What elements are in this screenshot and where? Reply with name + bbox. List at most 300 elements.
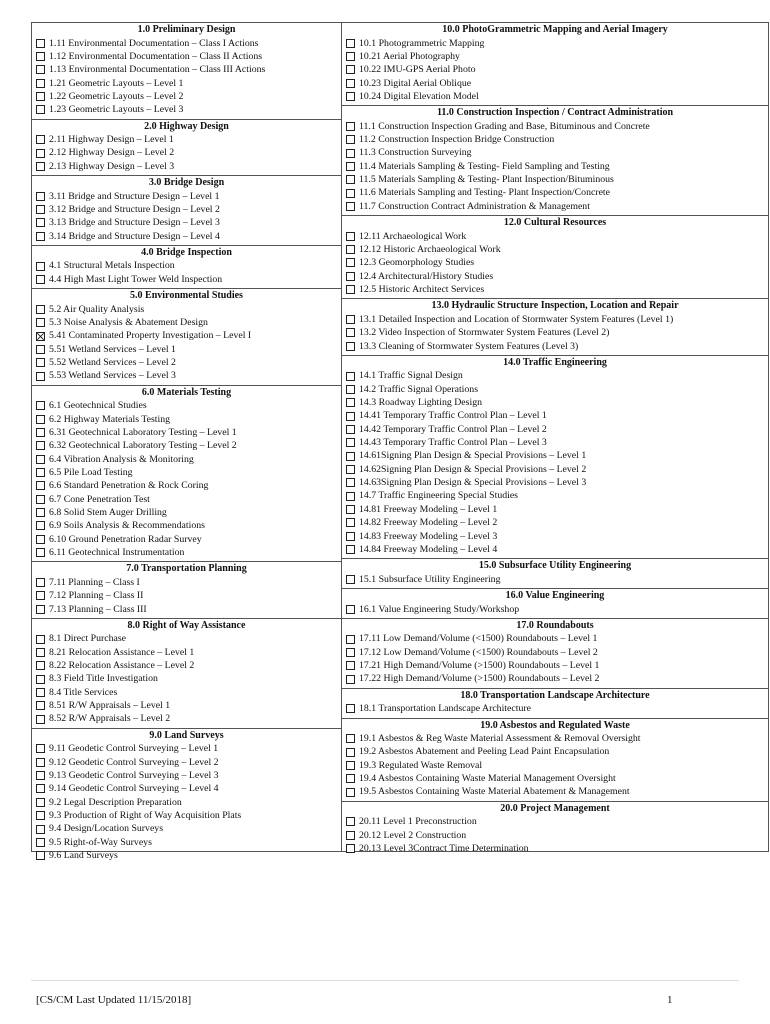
section-7-0 [32, 562, 341, 619]
checkbox[interactable] [36, 162, 45, 171]
checklist-item[interactable] [342, 146, 768, 159]
checkbox[interactable] [346, 532, 355, 541]
checkbox[interactable] [36, 701, 45, 710]
checklist-item[interactable] [342, 489, 768, 502]
checklist-item[interactable] [32, 519, 341, 532]
checklist-item[interactable] [342, 543, 768, 556]
checkbox[interactable] [346, 748, 355, 757]
checklist-item[interactable] [342, 63, 768, 76]
checkbox[interactable] [346, 398, 355, 407]
checklist-item[interactable] [32, 230, 341, 243]
checklist-item[interactable] [32, 329, 341, 342]
checkbox[interactable] [36, 591, 45, 600]
checklist-item[interactable] [32, 493, 341, 506]
item-label: 9.4 Design/Location Surveys [49, 823, 164, 835]
section-title: 13.0 Hydraulic Structure Inspection, Location and Repair [431, 300, 679, 312]
checkbox[interactable] [36, 675, 45, 684]
checkbox[interactable] [36, 428, 45, 437]
checkbox[interactable] [346, 648, 355, 657]
item-label: 14.83 Freeway Modeling – Level 3 [359, 530, 498, 542]
checklist-item[interactable] [32, 809, 341, 822]
item-label: 20.11 Level 1 Preconstruction [359, 816, 477, 828]
checked-checkbox[interactable] [36, 332, 45, 341]
checklist-item[interactable] [32, 589, 341, 602]
checkbox[interactable] [36, 105, 45, 114]
item-label: 8.4 Title Services [49, 686, 118, 698]
checkbox[interactable] [36, 578, 45, 587]
checkbox[interactable] [346, 328, 355, 337]
item-label: 5.53 Wetland Services – Level 3 [49, 370, 176, 382]
checklist-item[interactable] [342, 243, 768, 256]
checklist-item[interactable] [32, 399, 341, 412]
item-label: 14.63Signing Plan Design & Special Provisions – Level 3 [359, 477, 587, 489]
checklist-item[interactable] [32, 742, 341, 755]
checkbox[interactable] [346, 545, 355, 554]
checklist-item[interactable] [32, 190, 341, 203]
checklist-item[interactable] [32, 216, 341, 229]
checklist-item[interactable] [32, 782, 341, 795]
section-title: 20.0 Project Management [500, 802, 610, 814]
section-title: 3.0 Bridge Design [148, 177, 225, 189]
checkbox[interactable] [36, 305, 45, 314]
checkbox[interactable] [36, 838, 45, 847]
item-label: 14.2 Traffic Signal Operations [359, 383, 479, 395]
checklist-item[interactable] [32, 316, 341, 329]
item-label: 10.22 IMU-GPS Aerial Photo [359, 64, 476, 76]
section-title: 6.0 Materials Testing [141, 386, 232, 398]
checkbox[interactable] [36, 784, 45, 793]
item-label: 1.23 Geometric Layouts – Level 3 [49, 104, 184, 116]
item-label: 6.10 Ground Penetration Radar Survey [49, 533, 202, 545]
checklist-item[interactable] [32, 769, 341, 782]
checkbox[interactable] [346, 65, 355, 74]
checkbox[interactable] [36, 661, 45, 670]
checklist-item[interactable] [342, 340, 768, 353]
checkbox[interactable] [346, 412, 355, 421]
checklist-item[interactable] [32, 479, 341, 492]
item-label: 14.41 Temporary Traffic Control Plan – Level 1 [359, 410, 547, 422]
checklist-item[interactable] [32, 203, 341, 216]
item-label: 18.1 Transportation Landscape Architecture [359, 703, 531, 715]
checkbox[interactable] [36, 92, 45, 101]
section-title: 8.0 Right of Way Assistance [127, 619, 246, 631]
checkbox[interactable] [346, 844, 355, 853]
checkbox[interactable] [36, 605, 45, 614]
checkbox[interactable] [346, 202, 355, 211]
checkbox[interactable] [346, 258, 355, 267]
checkbox[interactable] [346, 661, 355, 670]
item-label: 9.5 Right-of-Way Surveys [49, 836, 152, 848]
checkbox[interactable] [346, 79, 355, 88]
checkbox[interactable] [346, 232, 355, 241]
checklist-item[interactable] [32, 356, 341, 369]
checklist-item[interactable] [342, 160, 768, 173]
item-label: 10.23 Digital Aerial Oblique [359, 77, 472, 89]
checkbox[interactable] [36, 825, 45, 834]
checkbox[interactable] [36, 455, 45, 464]
checkbox[interactable] [36, 318, 45, 327]
checkbox[interactable] [36, 372, 45, 381]
item-label: 8.21 Relocation Assistance – Level 1 [49, 646, 195, 658]
checkbox[interactable] [346, 831, 355, 840]
checkbox[interactable] [36, 401, 45, 410]
checklist-item[interactable] [32, 77, 341, 90]
checkbox[interactable] [346, 245, 355, 254]
item-label: 15.1 Subsurface Utility Engineering [359, 573, 501, 585]
checklist-item[interactable] [342, 516, 768, 529]
item-label: 6.32 Geotechnical Laboratory Testing – Level 2 [49, 440, 237, 452]
checklist-item[interactable] [32, 672, 341, 685]
checklist-item[interactable] [342, 436, 768, 449]
checkbox[interactable] [36, 345, 45, 354]
item-label: 19.1 Asbestos & Reg Waste Material Assessment & Removal Oversight [359, 733, 641, 745]
section-title: 12.0 Cultural Resources [503, 217, 607, 229]
checkbox[interactable] [346, 385, 355, 394]
checklist-item[interactable] [342, 313, 768, 326]
prequalification-table [31, 22, 769, 862]
checkbox[interactable] [36, 744, 45, 753]
checklist-item[interactable] [32, 533, 341, 546]
checkbox[interactable] [36, 441, 45, 450]
checkbox[interactable] [36, 635, 45, 644]
section-title: 7.0 Transportation Planning [126, 563, 247, 575]
checkbox[interactable] [36, 415, 45, 424]
checkbox[interactable] [36, 851, 45, 860]
checklist-item[interactable] [342, 646, 768, 659]
checkbox[interactable] [36, 192, 45, 201]
footer-divider [31, 980, 739, 981]
item-label: 14.81 Freeway Modeling – Level 1 [359, 503, 498, 515]
item-label: 17.22 High Demand/Volume (>1500) Roundabouts – Level 2 [359, 673, 600, 685]
checkbox[interactable] [346, 575, 355, 584]
item-label: 4.1 Structural Metals Inspection [49, 260, 175, 272]
item-label: 9.14 Geodetic Control Surveying – Level 4 [49, 783, 219, 795]
section-1-0 [32, 23, 341, 120]
checkbox[interactable] [346, 52, 355, 61]
section-title: 1.0 Preliminary Design [137, 24, 236, 35]
checklist-item[interactable] [342, 672, 768, 685]
checklist-item[interactable] [342, 369, 768, 382]
checklist-item[interactable] [342, 283, 768, 296]
item-label: 4.4 High Mast Light Tower Weld Inspection [49, 273, 223, 285]
checklist-item[interactable] [32, 426, 341, 439]
checklist-item[interactable] [32, 90, 341, 103]
item-label: 14.43 Temporary Traffic Control Plan – Level 3 [359, 437, 547, 449]
checkbox[interactable] [346, 675, 355, 684]
checklist-item[interactable] [32, 646, 341, 659]
checkbox[interactable] [346, 189, 355, 198]
item-label: 11.5 Materials Sampling & Testing- Plant Inspection/Bituminous [359, 174, 614, 186]
checklist-item[interactable] [32, 103, 341, 116]
checkbox[interactable] [346, 315, 355, 324]
item-label: 9.12 Geodetic Control Surveying – Level 2 [49, 756, 219, 768]
item-label: 2.13 Highway Design – Level 3 [49, 160, 175, 172]
checklist-item[interactable] [32, 369, 341, 382]
checkbox[interactable] [36, 218, 45, 227]
checkbox[interactable] [346, 774, 355, 783]
checklist-item[interactable] [342, 815, 768, 828]
section-17-0 [342, 619, 768, 689]
section-5-0 [32, 289, 341, 386]
checklist-item[interactable] [342, 449, 768, 462]
checklist-item[interactable] [32, 659, 341, 672]
section-title: 17.0 Roundabouts [516, 619, 594, 631]
checklist-item[interactable] [32, 50, 341, 63]
item-label: 2.11 Highway Design – Level 1 [49, 134, 174, 146]
checkbox[interactable] [36, 481, 45, 490]
item-label: 14.1 Traffic Signal Design [359, 370, 463, 382]
item-label: 20.13 Level 3Contract Time Determination [359, 843, 529, 854]
checklist-item[interactable] [32, 439, 341, 452]
checklist-item[interactable] [32, 413, 341, 426]
checkbox[interactable] [346, 372, 355, 381]
checkbox[interactable] [36, 648, 45, 657]
checkbox[interactable] [36, 495, 45, 504]
checkbox[interactable] [346, 162, 355, 171]
checklist-item[interactable] [32, 453, 341, 466]
checkbox[interactable] [346, 465, 355, 474]
checklist-item[interactable] [342, 476, 768, 489]
section-title: 11.0 Construction Inspection / Contract Administration [436, 107, 674, 119]
item-label: 8.1 Direct Purchase [49, 633, 126, 645]
checklist-item[interactable] [32, 63, 341, 76]
item-label: 3.14 Bridge and Structure Design – Level 4 [49, 230, 220, 242]
checkbox[interactable] [346, 39, 355, 48]
checkbox[interactable] [36, 535, 45, 544]
checklist-item[interactable] [342, 37, 768, 50]
item-label: 14.7 Traffic Engineering Special Studies [359, 490, 518, 502]
checklist-item[interactable] [32, 146, 341, 159]
checkbox[interactable] [346, 704, 355, 713]
item-label: 19.3 Regulated Waste Removal [359, 759, 483, 771]
section-title: 14.0 Traffic Engineering [503, 356, 607, 368]
section-2-0 [32, 120, 341, 177]
checklist-item[interactable] [342, 829, 768, 842]
item-label: 6.9 Soils Analysis & Recommendations [49, 520, 205, 532]
checklist-item[interactable] [342, 186, 768, 199]
checkbox[interactable] [346, 817, 355, 826]
checkbox[interactable] [346, 635, 355, 644]
checkbox[interactable] [36, 468, 45, 477]
checkbox[interactable] [36, 39, 45, 48]
item-label: 14.82 Freeway Modeling – Level 2 [359, 517, 498, 529]
checkbox[interactable] [346, 788, 355, 797]
section-title: 10.0 PhotoGrammetric Mapping and Aerial Imagery [442, 24, 668, 35]
checklist-item[interactable] [32, 822, 341, 835]
checklist-item[interactable] [342, 785, 768, 798]
item-label: 12.4 Architectural/History Studies [359, 270, 494, 282]
checklist-item[interactable] [342, 173, 768, 186]
item-label: 10.1 Photogrammetric Mapping [359, 37, 485, 49]
item-label: 19.2 Asbestos Abatement and Peeling Lead Paint Encapsulation [359, 746, 610, 758]
checklist-item[interactable] [32, 712, 341, 725]
checklist-item[interactable] [32, 259, 341, 272]
checklist-item[interactable] [342, 759, 768, 772]
item-label: 1.13 Environmental Documentation – Class III Actions [49, 64, 266, 76]
item-label: 11.3 Construction Surveying [359, 147, 472, 159]
checkbox[interactable] [346, 135, 355, 144]
checklist-item[interactable] [342, 77, 768, 90]
checkbox[interactable] [36, 358, 45, 367]
checkbox[interactable] [346, 92, 355, 101]
checklist-item[interactable] [342, 50, 768, 63]
item-label: 6.1 Geotechnical Studies [49, 400, 147, 412]
checkbox[interactable] [346, 425, 355, 434]
checklist-item[interactable] [342, 772, 768, 785]
checkbox[interactable] [36, 771, 45, 780]
section-11-0 [342, 106, 768, 216]
page-number: 1 [667, 994, 673, 1006]
checkbox[interactable] [346, 438, 355, 447]
checklist-item[interactable] [342, 503, 768, 516]
checklist-item[interactable] [32, 836, 341, 849]
item-label: 5.52 Wetland Services – Level 2 [49, 357, 176, 369]
checklist-item[interactable] [32, 796, 341, 809]
checklist-item[interactable] [342, 326, 768, 339]
checkbox[interactable] [36, 232, 45, 241]
checklist-item[interactable] [342, 603, 768, 616]
checklist-item[interactable] [342, 230, 768, 243]
checklist-item[interactable] [32, 160, 341, 173]
checklist-item[interactable] [32, 303, 341, 316]
checkbox[interactable] [36, 275, 45, 284]
item-label: 16.1 Value Engineering Study/Workshop [359, 603, 520, 615]
checklist-item[interactable] [342, 745, 768, 758]
checkbox[interactable] [346, 452, 355, 461]
checkbox[interactable] [346, 149, 355, 158]
checkbox[interactable] [36, 149, 45, 158]
checkbox[interactable] [36, 65, 45, 74]
checkbox[interactable] [346, 518, 355, 527]
section-title: 18.0 Transportation Landscape Architecture [460, 689, 650, 701]
checkbox[interactable] [346, 761, 355, 770]
checkbox[interactable] [346, 605, 355, 614]
checkbox[interactable] [36, 205, 45, 214]
checklist-item[interactable] [32, 576, 341, 589]
item-label: 12.11 Archaeological Work [359, 230, 467, 242]
checklist-item[interactable] [32, 546, 341, 559]
checkbox[interactable] [36, 262, 45, 271]
checklist-item[interactable] [342, 632, 768, 645]
checklist-item[interactable] [32, 632, 341, 645]
checklist-item[interactable] [342, 396, 768, 409]
checklist-item[interactable] [342, 659, 768, 672]
item-label: 6.8 Solid Stem Auger Drilling [49, 506, 167, 518]
checklist-item[interactable] [32, 466, 341, 479]
checkbox[interactable] [36, 508, 45, 517]
checklist-item[interactable] [32, 849, 341, 862]
item-label: 6.11 Geotechnical Instrumentation [49, 547, 185, 558]
item-label: 17.11 Low Demand/Volume (<1500) Roundabouts – Level 1 [359, 633, 598, 645]
checklist-item[interactable] [342, 270, 768, 283]
item-label: 19.4 Asbestos Containing Waste Material Management Oversight [359, 773, 616, 785]
checklist-item[interactable] [342, 732, 768, 745]
checklist-item[interactable] [32, 756, 341, 769]
section-10-0 [342, 23, 768, 106]
section-8-0 [32, 619, 341, 729]
checkbox[interactable] [36, 811, 45, 820]
checklist-item[interactable] [32, 686, 341, 699]
checklist-item[interactable] [342, 702, 768, 715]
section-18-0 [342, 689, 768, 719]
checkbox[interactable] [346, 478, 355, 487]
checkbox[interactable] [346, 505, 355, 514]
checklist-item[interactable] [32, 699, 341, 712]
item-label: 14.42 Temporary Traffic Control Plan – Level 2 [359, 423, 547, 435]
checkbox[interactable] [36, 521, 45, 530]
checklist-item[interactable] [32, 343, 341, 356]
item-label: 9.2 Legal Description Preparation [49, 796, 182, 808]
checklist-item[interactable] [342, 409, 768, 422]
checkbox[interactable] [36, 52, 45, 61]
item-label: 7.13 Planning – Class III [49, 603, 147, 615]
checklist-item[interactable] [342, 842, 768, 855]
item-label: 12.12 Historic Archaeological Work [359, 243, 501, 255]
checkbox[interactable] [36, 135, 45, 144]
checklist-item[interactable] [342, 383, 768, 396]
checkbox[interactable] [346, 342, 355, 351]
item-label: 6.6 Standard Penetration & Rock Coring [49, 480, 209, 492]
checklist-item[interactable] [32, 273, 341, 286]
checkbox[interactable] [346, 175, 355, 184]
item-label: 11.4 Materials Sampling & Testing- Field Sampling and Testing [359, 160, 610, 172]
item-label: 8.22 Relocation Assistance – Level 2 [49, 660, 195, 672]
item-label: 1.21 Geometric Layouts – Level 1 [49, 77, 184, 89]
checkbox[interactable] [36, 798, 45, 807]
checklist-item[interactable] [342, 423, 768, 436]
checkbox[interactable] [346, 285, 355, 294]
checkbox[interactable] [36, 715, 45, 724]
item-label: 3.11 Bridge and Structure Design – Level 1 [49, 190, 220, 202]
checklist-item[interactable] [342, 256, 768, 269]
checkbox[interactable] [36, 79, 45, 88]
item-label: 12.3 Geomorphology Studies [359, 257, 475, 269]
item-label: 14.84 Freeway Modeling – Level 4 [359, 543, 498, 555]
checklist-item[interactable] [342, 530, 768, 543]
checklist-item[interactable] [342, 200, 768, 213]
item-label: 14.61Signing Plan Design & Special Provisions – Level 1 [359, 450, 587, 462]
item-label: 8.51 R/W Appraisals – Level 1 [49, 700, 171, 712]
item-label: 5.41 Contaminated Property Investigation – Level I [49, 330, 252, 342]
section-9-0 [32, 729, 341, 865]
section-19-0 [342, 719, 768, 802]
section-6-0 [32, 386, 341, 563]
checkbox[interactable] [346, 272, 355, 281]
item-label: 1.22 Geometric Layouts – Level 2 [49, 90, 184, 102]
section-20-0 [342, 802, 768, 858]
checklist-item[interactable] [32, 133, 341, 146]
checklist-item[interactable] [342, 463, 768, 476]
checklist-item[interactable] [32, 603, 341, 616]
checkbox[interactable] [36, 688, 45, 697]
item-label: 17.21 High Demand/Volume (>1500) Roundabouts – Level 1 [359, 660, 600, 672]
checkbox[interactable] [346, 122, 355, 131]
item-label: 5.2 Air Quality Analysis [49, 303, 145, 315]
checklist-item[interactable] [342, 133, 768, 146]
item-label: 3.13 Bridge and Structure Design – Level 3 [49, 217, 220, 229]
checkbox[interactable] [36, 548, 45, 557]
checkbox[interactable] [346, 492, 355, 501]
checklist-item[interactable] [32, 37, 341, 50]
item-label: 11.2 Construction Inspection Bridge Construction [359, 134, 555, 146]
checklist-item[interactable] [342, 573, 768, 586]
checklist-item[interactable] [342, 90, 768, 103]
checkbox[interactable] [36, 758, 45, 767]
checkbox[interactable] [346, 734, 355, 743]
checklist-item[interactable] [342, 120, 768, 133]
item-label: 6.5 Pile Load Testing [49, 466, 133, 478]
checklist-item[interactable] [32, 506, 341, 519]
